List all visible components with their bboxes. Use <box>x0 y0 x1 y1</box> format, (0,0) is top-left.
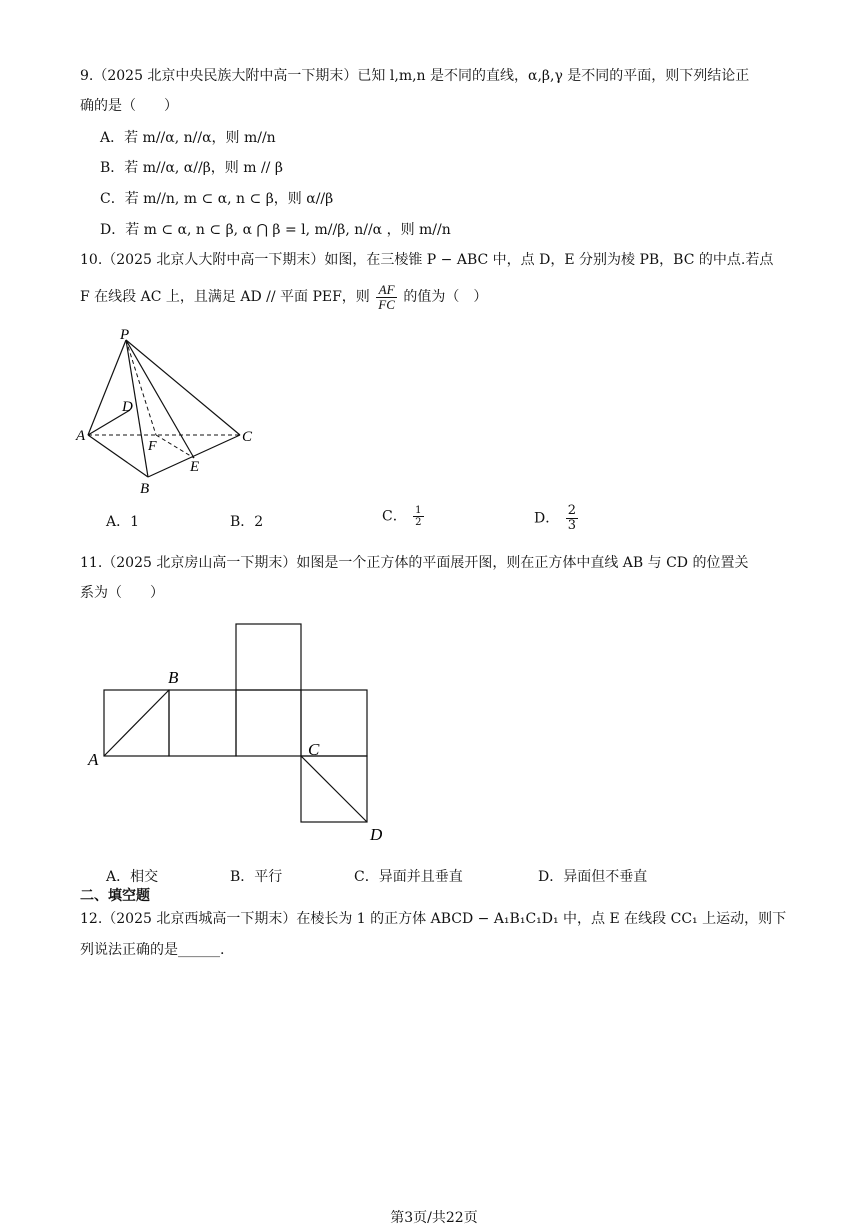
q9-option-b: B．若 m//α, α//β，则 m // β <box>100 160 283 176</box>
segment-ab <box>104 690 169 756</box>
section-heading-fill-blank: 二、填空题 <box>80 888 150 904</box>
q10-stem-line2 <box>80 280 487 314</box>
q12-stem-line2: 列说法正确的是______. <box>80 942 225 958</box>
q10-choice-d-letter: D． <box>534 510 560 527</box>
net-label-d: D <box>370 825 383 844</box>
edge-pa <box>88 340 126 435</box>
edge-pc <box>126 340 240 435</box>
label-b: B <box>140 481 150 497</box>
label-c: C <box>242 429 253 445</box>
q11-choice-d: D．异面但不垂直 <box>538 869 648 885</box>
segment-pf-hidden <box>126 340 156 435</box>
net-label-b: B <box>168 668 179 687</box>
segment-pe <box>126 340 194 458</box>
q11-choice-a: A．相交 <box>106 869 159 885</box>
q10-choice-c-fraction <box>413 505 423 528</box>
net-square-2 <box>169 690 236 756</box>
label-a: A <box>76 428 86 444</box>
q10-choice-d-num: 2 <box>567 503 576 518</box>
segment-cd <box>301 756 367 822</box>
q11-choice-b: B．平行 <box>230 869 283 885</box>
q11-choice-c: C．异面并且垂直 <box>354 869 463 885</box>
q10-choice-a-value: 1 <box>130 514 140 530</box>
edge-ab <box>88 435 148 477</box>
q10-choice-d <box>534 504 580 533</box>
q11-stem-line1: 11.（2025 北京房山高一下期末）如图是一个正方体的平面展开图，则在正方体中直线 AB 与 CD 的位置关 <box>80 555 749 571</box>
q11-stem-line2: 系为（ ） <box>80 585 164 601</box>
label-e: E <box>190 459 200 475</box>
q10-choice-c-den: 2 <box>415 517 422 528</box>
q10-ratio-fraction <box>376 283 397 312</box>
page-footer: 第3页/共22页 <box>390 1210 478 1226</box>
q9-stem-line2: 确的是（ ） <box>80 98 178 114</box>
q9-option-d: D．若 m ⊂ α, n ⊂ β, α ⋂ β = l, m//β, n//α ，则 m//n <box>100 222 451 238</box>
net-square-top <box>236 624 301 690</box>
q10-choice-c <box>382 505 426 528</box>
cube-net-figure <box>80 612 400 852</box>
q10-ratio-denominator: FC <box>378 296 395 312</box>
q10-choice-a <box>106 511 139 531</box>
segment-fe-hidden <box>156 435 194 458</box>
q10-stem-line1: 10.（2025 北京人大附中高一下期末）如图，在三棱锥 P − ABC 中，点 D，E 分别为棱 PB，BC 的中点.若点 <box>80 252 774 268</box>
label-p: P <box>120 327 130 343</box>
q10-choice-b-letter: B． <box>230 514 255 530</box>
q10-choice-c-letter: C． <box>382 508 407 525</box>
q10-choice-b <box>230 511 263 531</box>
q9-stem-line1: 9.（2025 北京中央民族大附中高一下期末）已知 l,m,n 是不同的直线，α,β,γ 是不同的平面，则下列结论正 <box>80 68 750 84</box>
q10-stem-pre: F 在线段 AC 上，且满足 AD // 平面 PEF，则 <box>80 289 370 305</box>
q9-option-c: C．若 m//n, m ⊂ α, n ⊂ β，则 α//β <box>100 191 334 207</box>
q10-ratio-numerator: AF <box>376 283 397 298</box>
q10-choice-a-letter: A． <box>106 514 131 530</box>
pyramid-figure <box>70 325 270 500</box>
q10-choice-d-den: 3 <box>567 518 576 533</box>
net-label-c: C <box>308 740 320 759</box>
net-square-3 <box>236 690 301 756</box>
label-f: F <box>148 439 157 454</box>
q12-stem-line1: 12.（2025 北京西城高一下期末）在棱长为 1 的正方体 ABCD − A₁B₁C₁D₁ 中，点 E 在线段 CC₁ 上运动，则下 <box>80 911 787 927</box>
q10-choice-b-value: 2 <box>254 514 264 530</box>
q10-stem-post: 的值为（ ） <box>403 289 488 305</box>
net-label-a: A <box>88 750 99 769</box>
q9-option-a: A．若 m//α, n//α，则 m//n <box>100 130 276 146</box>
q10-choice-c-num: 1 <box>415 505 422 516</box>
q10-choice-d-fraction <box>566 504 578 533</box>
label-d: D <box>122 399 133 415</box>
